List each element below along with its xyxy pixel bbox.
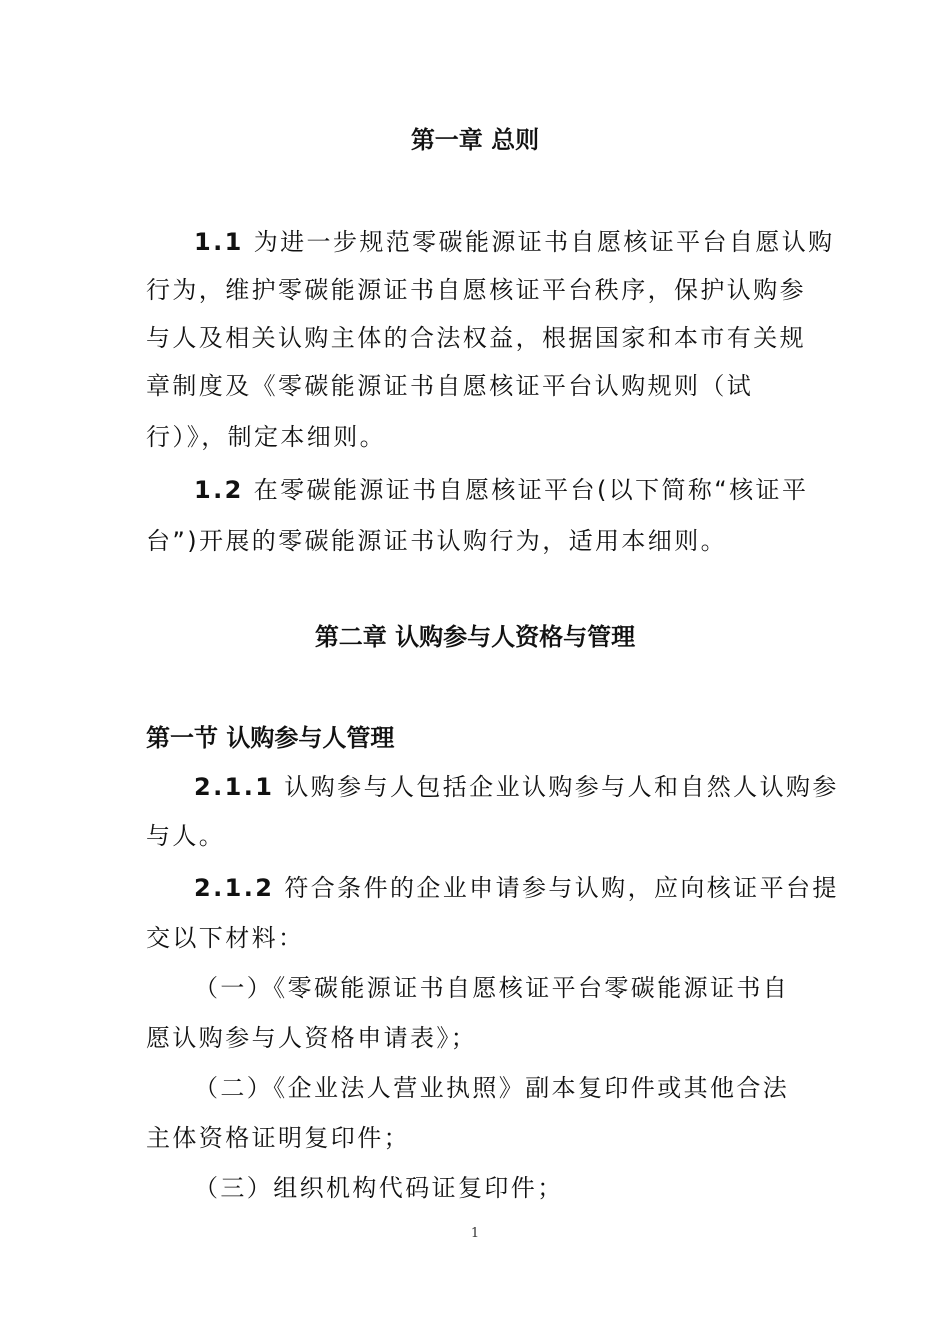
paragraph-2-1-1-line-2: 与人。 <box>146 822 226 850</box>
text-line: 为进一步规范零碳能源证书自愿核证平台自愿认购 <box>253 228 835 256</box>
paragraph-2-1-2-line-2: 交以下材料： <box>146 924 305 952</box>
paragraph-1-1-line-3: 与人及相关认购主体的合法权益，根据国家和本市有关规 <box>146 324 806 352</box>
text-line: 符合条件的企业申请参与认购，应向核证平台提 <box>284 874 839 902</box>
item-2-line-1: （二）《企业法人营业执照》副本复印件或其他合法 <box>194 1074 790 1102</box>
paragraph-2-1-2-number: 2.1.2 <box>194 874 275 902</box>
chapter-2-title: 第二章 认购参与人资格与管理 <box>314 623 636 651</box>
paragraph-1-1-number: 1.1 <box>194 228 244 256</box>
paragraph-1-1-line-2: 行为，维护零碳能源证书自愿核证平台秩序，保护认购参 <box>146 276 806 304</box>
paragraph-2-1-2-line-1 <box>194 872 839 904</box>
chapter-1-title: 第一章 总则 <box>410 126 540 154</box>
item-1-line-2: 愿认购参与人资格申请表》； <box>146 1024 478 1052</box>
paragraph-1-1-line-1 <box>194 226 835 258</box>
paragraph-2-1-1-number: 2.1.1 <box>194 773 275 801</box>
text-line: 在零碳能源证书自愿核证平台(以下简称“核证平 <box>253 476 809 504</box>
paragraph-1-1-line-4: 章制度及《零碳能源证书自愿核证平台认购规则（试 <box>146 372 754 400</box>
paragraph-1-1-line-5: 行）》，制定本细则。 <box>146 423 386 451</box>
text-line: 认购参与人包括企业认购参与人和自然人认购参 <box>284 773 839 801</box>
item-2-line-2: 主体资格证明复印件； <box>146 1124 410 1152</box>
paragraph-1-2-number: 1.2 <box>194 476 244 504</box>
paragraph-2-1-1-line-1 <box>194 771 839 803</box>
page-number: 1 <box>470 1226 480 1241</box>
section-1-title: 第一节 认购参与人管理 <box>146 724 395 752</box>
paragraph-1-2-line-2: 台”)开展的零碳能源证书认购行为，适用本细则。 <box>146 527 727 555</box>
paragraph-1-2-line-1 <box>194 474 808 506</box>
item-3-line-1: （三）组织机构代码证复印件； <box>194 1174 564 1202</box>
item-1-line-1: （一）《零碳能源证书自愿核证平台零碳能源证书自 <box>194 974 790 1002</box>
